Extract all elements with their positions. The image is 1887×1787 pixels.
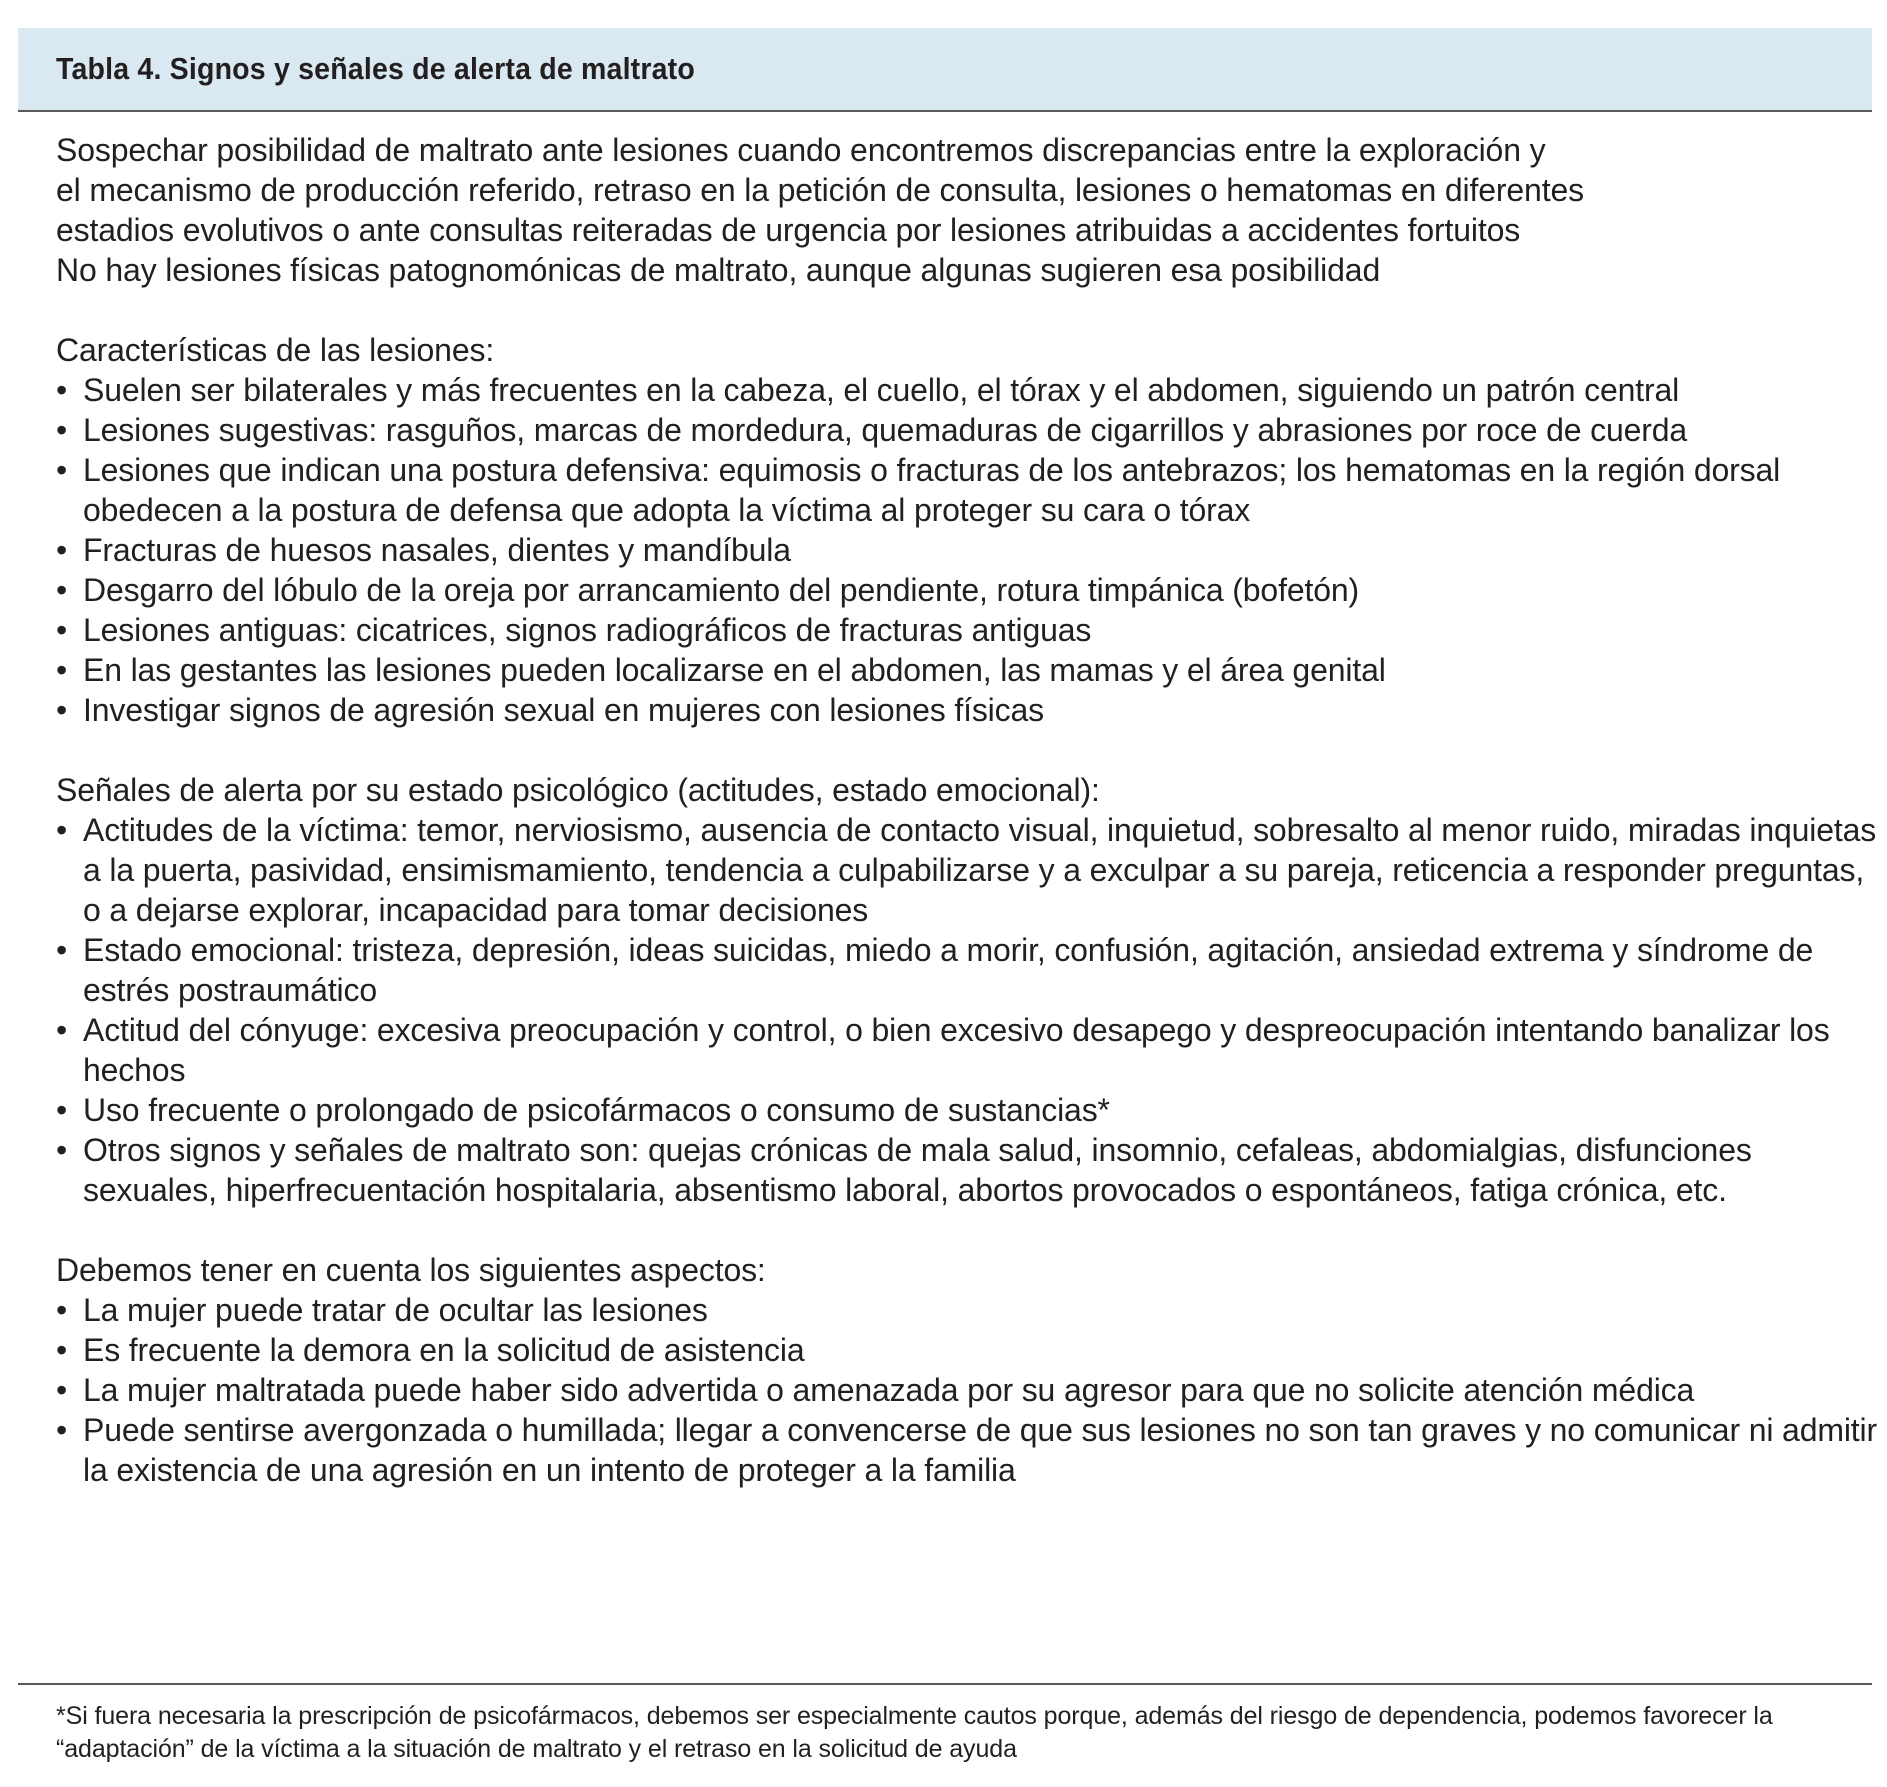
section-lesion-characteristics bbox=[56, 330, 1872, 730]
list-item-text: Uso frecuente o prolongado de psicofármacos o consumo de sustancias* bbox=[83, 1092, 1110, 1128]
list-item bbox=[56, 690, 1883, 730]
list-item bbox=[56, 1410, 1883, 1490]
bullet-icon: • bbox=[56, 1292, 68, 1328]
list-item-text: Fracturas de huesos nasales, dientes y mandíbula bbox=[83, 532, 791, 568]
list-item bbox=[56, 1010, 1883, 1090]
intro-line: estadios evolutivos o ante consultas reiteradas de urgencia por lesiones atribuidas a accidentes fortuitos bbox=[56, 212, 1521, 248]
list-item bbox=[56, 810, 1883, 930]
list-item-text: La mujer maltratada puede haber sido advertida o amenazada por su agresor para que no solicite atención médica bbox=[83, 1372, 1695, 1408]
bullet-icon: • bbox=[56, 1332, 68, 1368]
bullet-icon: • bbox=[56, 1092, 68, 1128]
list-item-text: Es frecuente la demora en la solicitud de asistencia bbox=[83, 1332, 805, 1368]
section-considerations bbox=[56, 1250, 1878, 1490]
bullet-icon: • bbox=[56, 1132, 68, 1168]
bullet-icon: • bbox=[56, 612, 68, 648]
list-item bbox=[56, 410, 1883, 450]
list-item bbox=[56, 370, 1883, 410]
list-item-text: Investigar signos de agresión sexual en mujeres con lesiones físicas bbox=[83, 692, 1044, 728]
section-heading: Características de las lesiones: bbox=[56, 332, 495, 368]
list-item bbox=[56, 570, 1883, 610]
bullet-list bbox=[56, 810, 1877, 1210]
list-item bbox=[56, 530, 1883, 570]
bullet-icon: • bbox=[56, 372, 68, 408]
bullet-icon: • bbox=[56, 412, 68, 448]
bullet-list bbox=[56, 1290, 1878, 1490]
bullet-icon: • bbox=[56, 652, 68, 688]
section-heading: Debemos tener en cuenta los siguientes aspectos: bbox=[56, 1252, 766, 1288]
list-item-text: Otros signos y señales de maltrato son: quejas crónicas de mala salud, insomnio, cefaleas, abdomialgias, disfunciones sexuales, hiperfrecuentación hospitalaria, absentismo laboral, abortos provocados o espontáneos, fatiga crónica, etc. bbox=[83, 1132, 1752, 1208]
list-item bbox=[56, 1370, 1883, 1410]
intro-paragraph bbox=[56, 130, 1872, 290]
bullet-icon: • bbox=[56, 532, 68, 568]
footer-divider bbox=[18, 1683, 1872, 1685]
bullet-icon: • bbox=[56, 452, 68, 488]
bullet-icon: • bbox=[56, 1412, 68, 1448]
list-item-text: Lesiones que indican una postura defensiva: equimosis o fracturas de los antebrazos; los hematomas en la región dorsal obedecen a la postura de defensa que adopta la víctima al proteger su cara o tórax bbox=[83, 452, 1781, 528]
intro-line: No hay lesiones físicas patognomónicas de maltrato, aunque algunas sugieren esa posibilidad bbox=[56, 252, 1381, 288]
list-item-text: Lesiones antiguas: cicatrices, signos radiográficos de fracturas antiguas bbox=[83, 612, 1092, 648]
list-item-text: Actitudes de la víctima: temor, nerviosismo, ausencia de contacto visual, inquietud, sobresalto al menor ruido, miradas inquietas a la puerta, pasividad, ensimismamiento, tendencia a culpabilizarse y a exculpar a su pareja, reticencia a responder preguntas, o a dejarse explorar, incapacidad para tomar decisiones bbox=[83, 812, 1877, 928]
intro-line: Sospechar posibilidad de maltrato ante lesiones cuando encontremos discrepancias entre la exploración y bbox=[56, 132, 1546, 168]
table-title-bar bbox=[18, 28, 1872, 112]
intro-line: el mecanismo de producción referido, retraso en la petición de consulta, lesiones o hematomas en diferentes bbox=[56, 172, 1584, 208]
bullet-icon: • bbox=[56, 932, 68, 968]
list-item bbox=[56, 450, 1883, 530]
list-item-text: Desgarro del lóbulo de la oreja por arrancamiento del pendiente, rotura timpánica (bofetón) bbox=[83, 572, 1360, 608]
list-item-text: Estado emocional: tristeza, depresión, ideas suicidas, miedo a morir, confusión, agitación, ansiedad extrema y síndrome de estrés postraumático bbox=[83, 932, 1814, 1008]
list-item bbox=[56, 1090, 1883, 1130]
bullet-list bbox=[56, 370, 1872, 730]
list-item-text: La mujer puede tratar de ocultar las lesiones bbox=[83, 1292, 708, 1328]
list-item bbox=[56, 1290, 1883, 1330]
list-item-text: Actitud del cónyuge: excesiva preocupación y control, o bien excesivo desapego y despreocupación intentando banalizar los hechos bbox=[83, 1012, 1830, 1088]
bullet-icon: • bbox=[56, 812, 68, 848]
footnote: *Si fuera necesaria la prescripción de psicofármacos, debemos ser especialmente cautos porque, además del riesgo de dependencia, podemos favorecer la “adaptación” de la víctima a la situación de maltrato y el retraso en la solicitud de ayuda bbox=[56, 1702, 1773, 1763]
bullet-icon: • bbox=[56, 1012, 68, 1048]
bullet-icon: • bbox=[56, 572, 68, 608]
table-title: Tabla 4. Signos y señales de alerta de maltrato bbox=[56, 51, 695, 86]
list-item-text: Lesiones sugestivas: rasguños, marcas de mordedura, quemaduras de cigarrillos y abrasiones por roce de cuerda bbox=[83, 412, 1688, 448]
section-heading: Señales de alerta por su estado psicológico (actitudes, estado emocional): bbox=[56, 772, 1100, 808]
table-body bbox=[18, 112, 1878, 1490]
list-item bbox=[56, 1330, 1883, 1370]
bullet-icon: • bbox=[56, 1372, 68, 1408]
list-item bbox=[56, 1130, 1883, 1210]
bullet-icon: • bbox=[56, 692, 68, 728]
list-item bbox=[56, 650, 1883, 690]
list-item-text: Suelen ser bilaterales y más frecuentes en la cabeza, el cuello, el tórax y el abdomen, siguiendo un patrón central bbox=[83, 372, 1680, 408]
list-item-text: Puede sentirse avergonzada o humillada; llegar a convencerse de que sus lesiones no son tan graves y no comunicar ni admitir la existencia de una agresión en un intento de proteger a la familia bbox=[83, 1412, 1878, 1488]
section-psychological-signals bbox=[56, 770, 1877, 1210]
list-item-text: En las gestantes las lesiones pueden localizarse en el abdomen, las mamas y el área genital bbox=[83, 652, 1386, 688]
table-container bbox=[18, 28, 1878, 1490]
list-item bbox=[56, 930, 1883, 1010]
list-item bbox=[56, 610, 1883, 650]
